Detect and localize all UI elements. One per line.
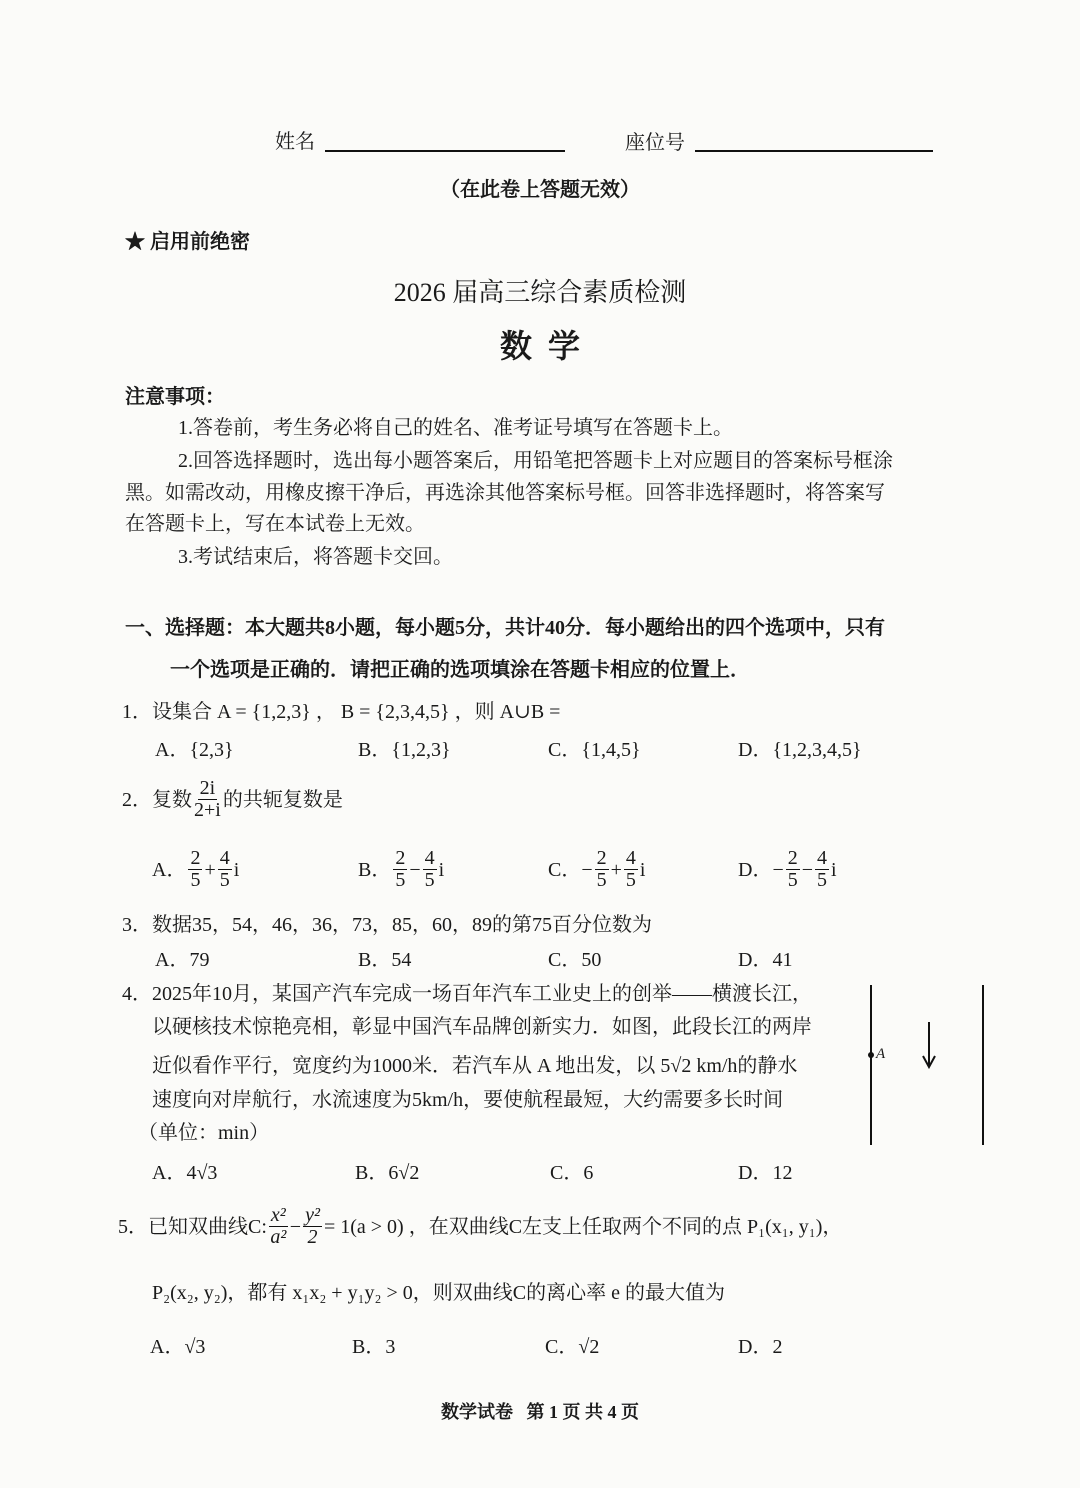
instruction-2c: 在答题卡上，写在本试卷上无效。 <box>125 513 425 535</box>
question-4-line-4: 速度向对岸航行，水流速度为5km/h，要使航程最短，大约需要多长时间 <box>152 1089 784 1111</box>
q2-option-a: A． 2 5 + $\frac{4}{5}$ i <box>152 847 240 891</box>
seat-label: 座位号 <box>625 132 685 154</box>
instruction-2: 2.回答选择题时，选出每小题答案后，用铅笔把答题卡上对应题目的答案标号框涂 <box>178 450 893 472</box>
river-diagram <box>860 980 990 1150</box>
question-5-line-2: P₂(x₂, y₂)，都有 x₁x₂ + y₁y₂ > 0，则双曲线C的离心率 e 的最大值为 <box>152 1282 726 1304</box>
subject-title: 数 学 <box>499 328 580 364</box>
q4-option-b: B．6√2 <box>355 1162 420 1184</box>
q5-option-a: A．√3 <box>150 1336 206 1358</box>
q5-option-d: D．2 <box>738 1336 783 1358</box>
q4-option-d: D．12 <box>738 1162 793 1184</box>
q5-fraction-x: x² a² <box>270 1204 287 1248</box>
q1-option-d: D．{1,2,3,4,5} <box>738 739 862 761</box>
q1-option-b: B．{1,2,3} <box>358 739 451 761</box>
q2-option-c: C． − $\frac{2}{5}$ + $\frac{4}{5}$ i <box>548 847 646 891</box>
exam-title: 2026 届高三综合素质检测 <box>393 278 687 307</box>
q5-option-c: C．√2 <box>545 1336 600 1358</box>
q5-option-b: B．3 <box>352 1336 396 1358</box>
q2-fraction: 2i 2+i <box>194 777 221 821</box>
question-4-number: 4． <box>122 983 152 1005</box>
invalid-notice: （在此卷上答题无效） <box>440 179 640 201</box>
q3-option-c: C．50 <box>548 949 602 971</box>
q4-option-a: A．4√3 <box>152 1162 218 1184</box>
page-footer: 数学试卷 第 1 页 共 4 页 <box>441 1402 639 1422</box>
question-2: 2． 复数 2i 2+i 的共轭复数是 <box>122 777 343 821</box>
name-field-line <box>325 150 565 152</box>
question-4-line-2: 以硬核技术惊艳亮相，彰显中国汽车品牌创新实力．如图，此段长江的两岸 <box>152 1016 812 1038</box>
section-heading: 一、选择题：本大题共8小题，每小题5分，共计40分．每小题给出的四个选项中，只有 <box>125 617 885 639</box>
seat-field-line <box>695 150 933 152</box>
section-heading-2: 一个选项是正确的．请把正确的选项填涂在答题卡相应的位置上． <box>170 659 750 681</box>
q5-fraction-y: $\frac{\text{y²}}{2}$ <box>305 1204 320 1248</box>
question-5: 5． 已知双曲线C: x² a² − $\frac{\text{y²}}{2}$ = 1(a > 0) ，在双曲线C左支上任取两个不同的点 P₁(x₁, y₁)， <box>118 1204 843 1248</box>
point-a-label: A <box>876 1046 886 1062</box>
secret-mark: ★ 启用前绝密 <box>125 231 250 253</box>
q1-option-a: A．{2,3} <box>155 739 234 761</box>
question-4-line-3: 近似看作平行，宽度约为1000米．若汽车从 A 地出发，以 5√2 km/h的静水 <box>152 1055 798 1077</box>
q3-option-d: D．41 <box>738 949 793 971</box>
q1-option-c: C．{1,4,5} <box>548 739 641 761</box>
instruction-2b: 黑。如需改动，用橡皮擦干净后，再选涂其他答案标号框。回答非选择题时，将答案写 <box>125 482 885 504</box>
question-1: 1．设集合 A = {1,2,3} ， B = {2,3,4,5} ，则 A∪B = <box>122 701 561 723</box>
instruction-1: 1.答卷前，考生务必将自己的姓名、准考证号填写在答题卡上。 <box>178 417 733 439</box>
name-label: 姓名 <box>275 131 315 153</box>
q3-option-b: B．54 <box>358 949 412 971</box>
q2-option-b: B． 2 5 − $\frac{4}{5}$ i <box>358 847 445 891</box>
question-4-line-1: 2025年10月，某国产汽车完成一场百年汽车工业史上的创举——横渡长江， <box>152 983 812 1005</box>
q4-option-c: C．6 <box>550 1162 594 1184</box>
question-4-line-5: （单位：min） <box>138 1122 270 1144</box>
question-3: 3．数据35，54，46，36，73，85，60，89的第75百分位数为 <box>122 914 652 936</box>
instructions-title: 注意事项： <box>125 386 225 408</box>
q3-option-a: A．79 <box>155 949 210 971</box>
instruction-3: 3.考试结束后，将答题卡交回。 <box>178 546 453 568</box>
q2-option-d: D． − $\frac{2}{5}$ − $\frac{4}{5}$ i <box>738 847 837 891</box>
